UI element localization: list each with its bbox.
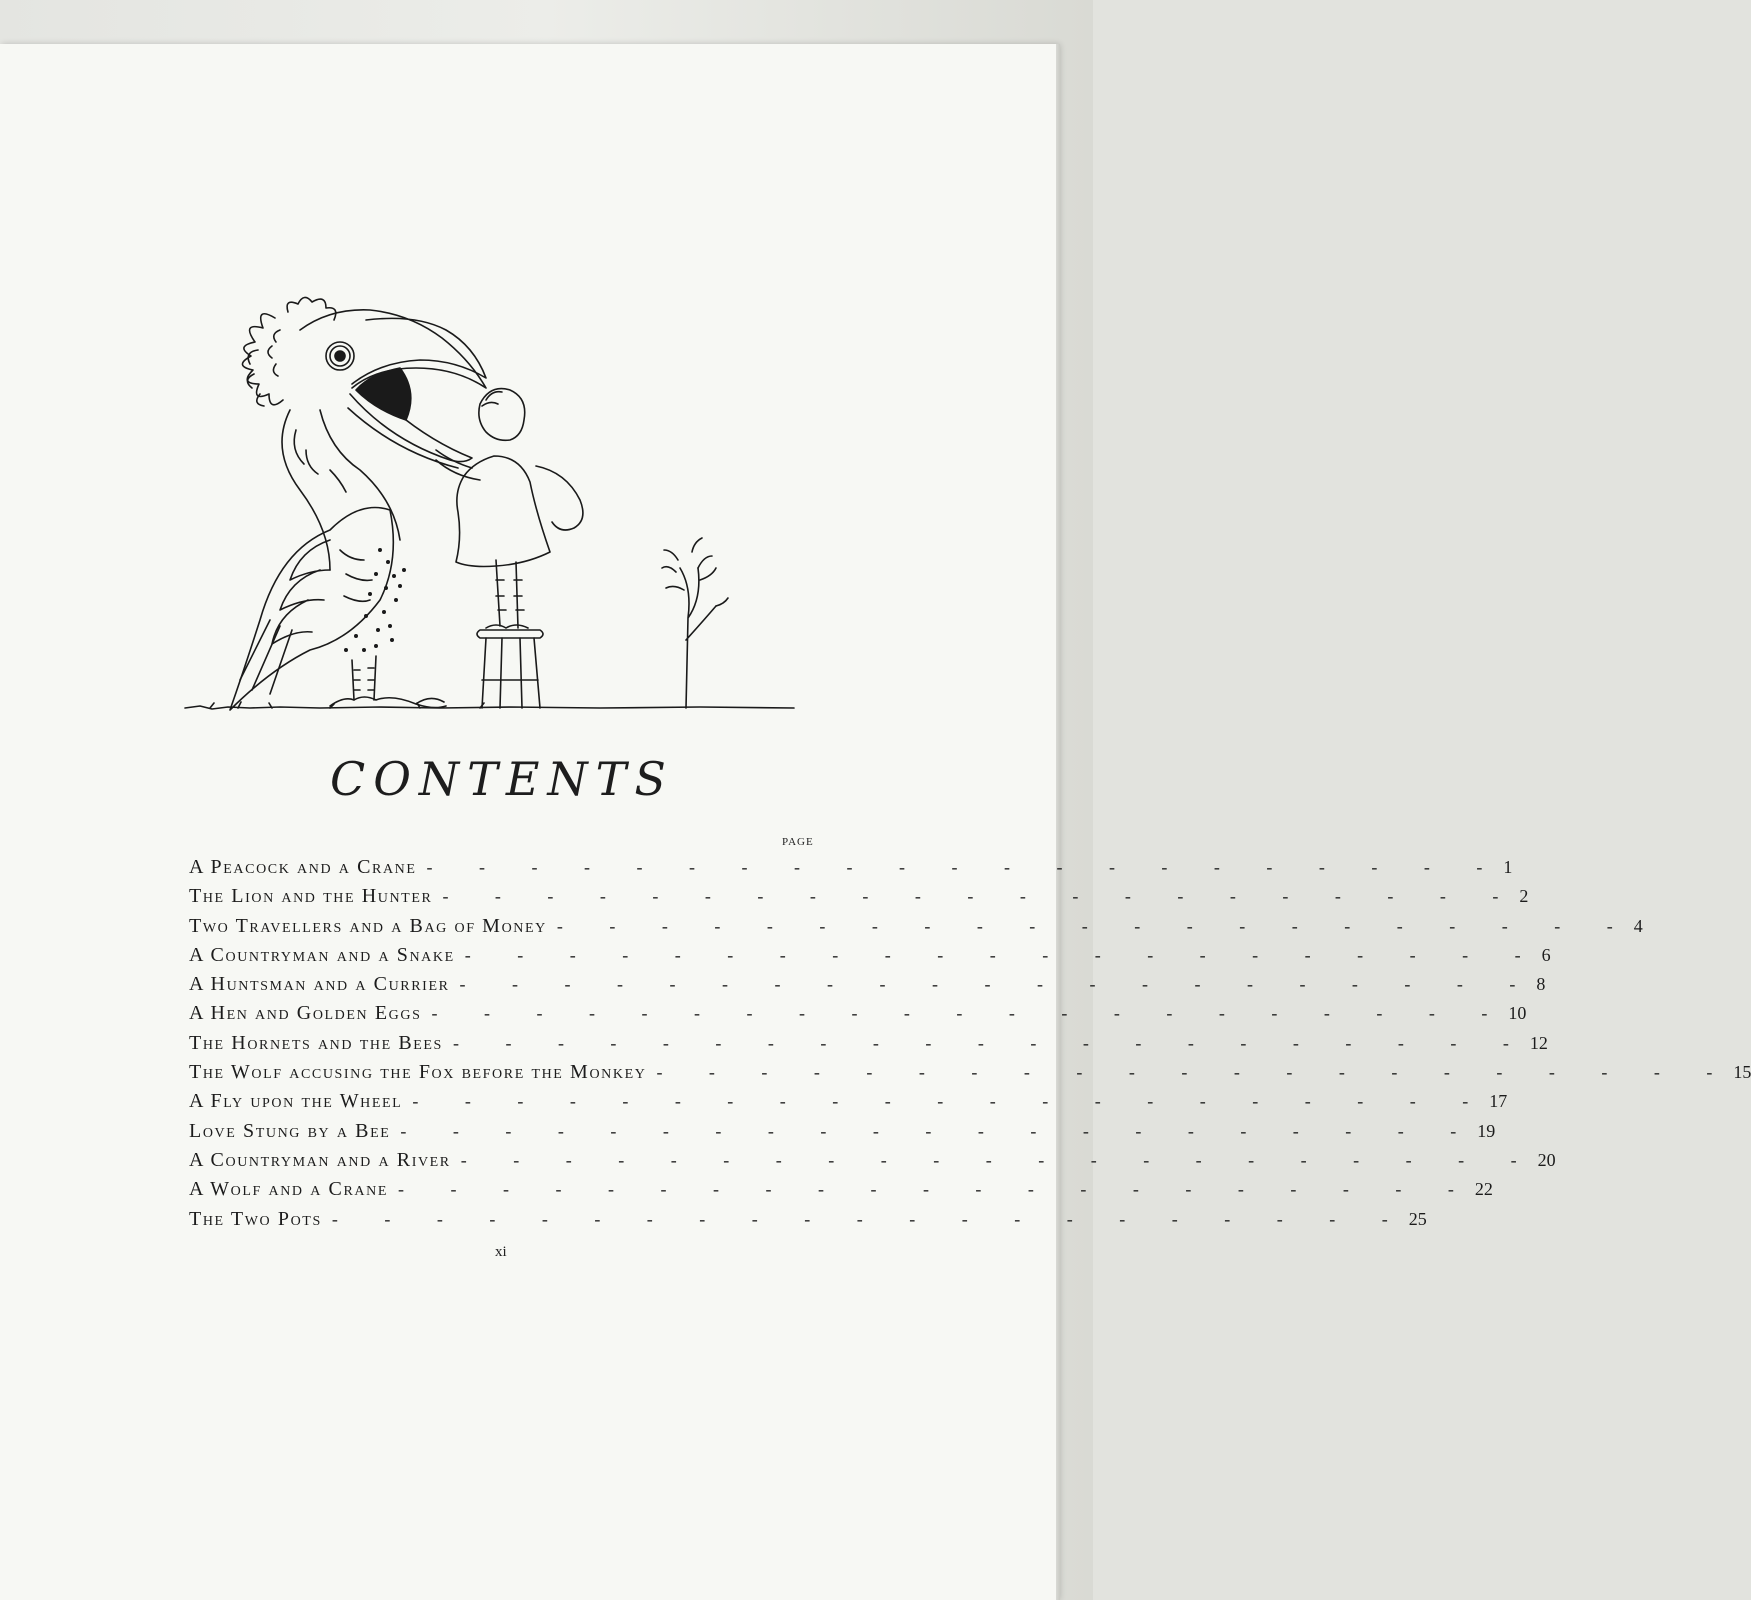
crane-upper-beak: [352, 318, 486, 384]
toc-entry-title: A Huntsman and a Currier: [189, 973, 450, 996]
toc-leader-dots: - - - - - - - - - - - - - - - - - - - - -: [426, 857, 1504, 877]
toc-entry-title: The Wolf accusing the Fox before the Monkey: [189, 1061, 647, 1084]
toc-entry-title: A Peacock and a Crane: [189, 856, 417, 878]
toc-entry-page: 25: [1408, 1208, 1427, 1229]
small-tree: [662, 538, 728, 708]
toc-entry-page: 10: [1508, 1003, 1527, 1024]
book-page: [0, 44, 1058, 1600]
toc-entry[interactable]: [189, 943, 1551, 973]
toc-leader-dots: - - - - - - - - - - - - - - - - - - - - -: [442, 886, 1520, 907]
page-edge: [1056, 44, 1060, 1600]
toc-entry-page: 8: [1536, 974, 1546, 995]
child-figure: [436, 389, 583, 628]
page-column-heading: PAGE: [782, 836, 814, 848]
toc-leader-dots: - - - - - - - - - - - - - - - - - - - - -: [460, 1149, 1538, 1170]
crane-child-illustration: [180, 290, 820, 730]
toc-entry-page: 6: [1541, 944, 1551, 965]
toc-entry-title: The Hornets and the Bees: [189, 1031, 443, 1054]
toc-leader-dots: - - - - - - - - - - - - - - - - - - - - -: [452, 1032, 1530, 1053]
toc-entry[interactable]: [189, 973, 1546, 1002]
toc-leader-dots: - - - - - - - - - - - - - - - - - - - - -: [412, 1091, 1490, 1112]
toc-entry-title: A Countryman and a Snake: [189, 943, 455, 966]
toc-entry-title: The Two Pots: [189, 1207, 322, 1230]
toc-leader-dots: - - - - - - - - - - - - - - - - - - - - -: [398, 1179, 1475, 1200]
toc-entry-page: 4: [1633, 915, 1643, 936]
toc-entry-page: 2: [1519, 886, 1529, 907]
toc-entry[interactable]: [189, 1031, 1548, 1061]
toc-entry-page: 15: [1733, 1062, 1751, 1083]
toc-entry-page: 17: [1489, 1091, 1508, 1112]
contents-title: CONTENTS: [330, 752, 674, 806]
crane-feet: [330, 697, 446, 708]
toc-leader-dots: - - - - - - - - - - - - - - - - - - - - -: [431, 1003, 1509, 1024]
toc-entry[interactable]: [189, 1148, 1556, 1178]
toc-entry-title: A Countryman and a River: [189, 1148, 451, 1171]
toc-entry-title: Two Travellers and a Bag of Money: [189, 914, 547, 937]
page-number-folio: xi: [495, 1244, 507, 1260]
toc-leader-dots: - - - - - - - - - - - - - - - - - - - - -: [400, 1120, 1478, 1141]
toc-leader-dots: - - - - - - - - - - - - - - - - - - - - -: [459, 974, 1537, 995]
table-of-contents: [189, 856, 1751, 1237]
crane-crest: [242, 297, 335, 406]
toc-entry[interactable]: [189, 1178, 1493, 1207]
crane-legs: [352, 656, 376, 700]
toc-entry[interactable]: [189, 1002, 1527, 1031]
toc-leader-dots: - - - - - - - - - - - - - - - - - - - - -: [656, 1062, 1734, 1083]
toc-entry[interactable]: [189, 856, 1513, 885]
toc-entry-page: 19: [1477, 1120, 1496, 1141]
toc-entry-page: 22: [1474, 1179, 1493, 1200]
toc-entry-page: 12: [1529, 1032, 1548, 1053]
toc-entry-title: A Fly upon the Wheel: [189, 1090, 403, 1113]
toc-leader-dots: - - - - - - - - - - - - - - - - - - - - -: [464, 944, 1542, 965]
stool: [477, 630, 543, 708]
toc-entry-title: Love Stung by a Bee: [189, 1119, 391, 1142]
toc-entry-page: 1: [1503, 857, 1513, 877]
ground-line: [185, 706, 794, 709]
toc-entry[interactable]: [189, 885, 1529, 914]
toc-entry[interactable]: [189, 914, 1643, 944]
toc-entry-title: A Wolf and a Crane: [189, 1178, 388, 1201]
toc-entry-page: 20: [1537, 1149, 1556, 1170]
toc-entry[interactable]: [189, 1090, 1508, 1119]
toc-entry[interactable]: [189, 1061, 1751, 1090]
toc-entry-title: The Lion and the Hunter: [189, 885, 433, 908]
toc-entry[interactable]: [189, 1119, 1496, 1149]
toc-leader-dots: - - - - - - - - - - - - - - - - - - - - -: [331, 1208, 1409, 1229]
toc-entry[interactable]: [189, 1207, 1427, 1237]
toc-leader-dots: - - - - - - - - - - - - - - - - - - - - -: [556, 915, 1634, 936]
toc-entry-title: A Hen and Golden Eggs: [189, 1002, 422, 1025]
